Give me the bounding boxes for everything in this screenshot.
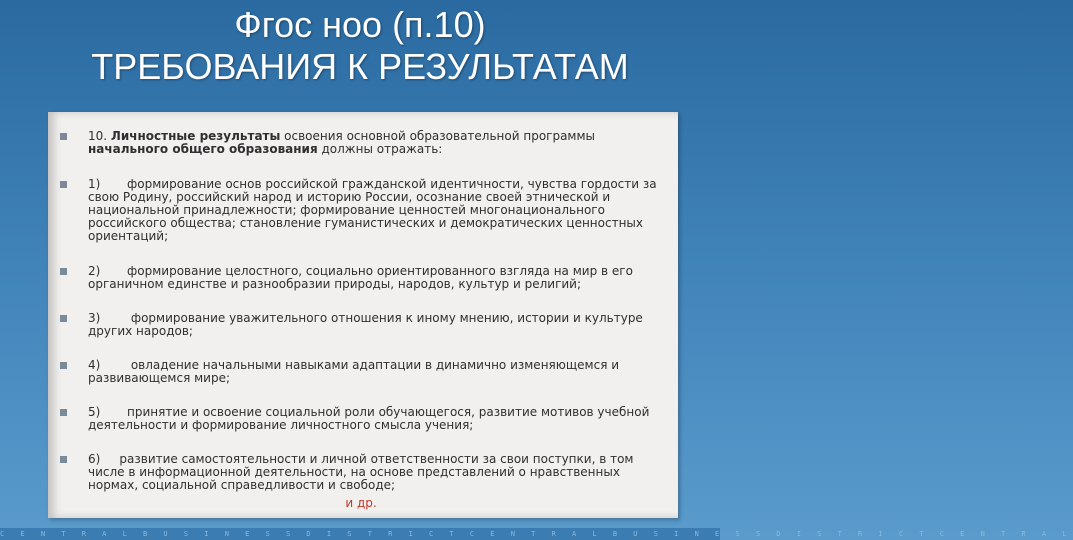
footer-text: C E N T R A L B U S I N E S S D I S T R I C T C E N T R A L B U S I N E S S D I S T R I C T C E N T R A L — [0, 530, 1073, 538]
list-item-text: 2) формирование целостного, социально ориентированного взгляда на мир в его органичном единстве и разнообразии природы, народов, культур и религий; — [88, 264, 633, 291]
title-line-1: Фгос ноо (п.10) — [234, 4, 486, 45]
slide-title — [0, 4, 720, 88]
extra-note — [48, 497, 674, 510]
list-item-text: 4) овладение начальными навыками адаптации в динамично изменяющемся и развивающемся мире; — [88, 358, 620, 385]
title-line-2: ТРЕБОВАНИЯ К РЕЗУЛЬТАТАМ — [91, 46, 629, 87]
bullet-icon — [60, 181, 67, 188]
extra-text: и др. — [345, 496, 377, 510]
list-item-text: 6) развитие самостоятельности и личной ответственности за свои поступки, в том числе в информационной деятельности, на основе представлений о нравственных нормах, социальной справедливости и свободе; — [88, 452, 634, 492]
item-inline: освоения основной образовательной программы — [280, 129, 596, 143]
item-prefix: 10. — [88, 129, 111, 143]
bullet-icon — [60, 409, 67, 416]
item-rest: должны отражать: — [317, 142, 443, 156]
bullet-icon — [60, 133, 67, 140]
bullet-icon — [60, 268, 67, 275]
item-bold-2: начального общего образования — [88, 142, 318, 156]
list-item-text — [88, 130, 670, 156]
list-item-text: 5) принятие и освоение социальной роли обучающегося, развитие мотивов учебной деятельности и формирование личностного смысла учения; — [88, 405, 650, 432]
bullet-icon — [60, 315, 67, 322]
bullet-icon — [60, 456, 67, 463]
list-item-text: 3) формирование уважительного отношения к иному мнению, истории и культуре других народов; — [88, 311, 643, 338]
content-panel — [48, 112, 678, 518]
bullet-icon — [60, 362, 67, 369]
item-bold: Личностные результаты — [110, 129, 281, 143]
list-item-text: 1) формирование основ российской гражданской идентичности, чувства гордости за свою Родину, российский народ и историю России, осознание своей этнической и национальной принадлежности; формирование ценностей многонационального российского общества; становление гуманистических и демократических ценностных ориентаций; — [88, 177, 657, 243]
